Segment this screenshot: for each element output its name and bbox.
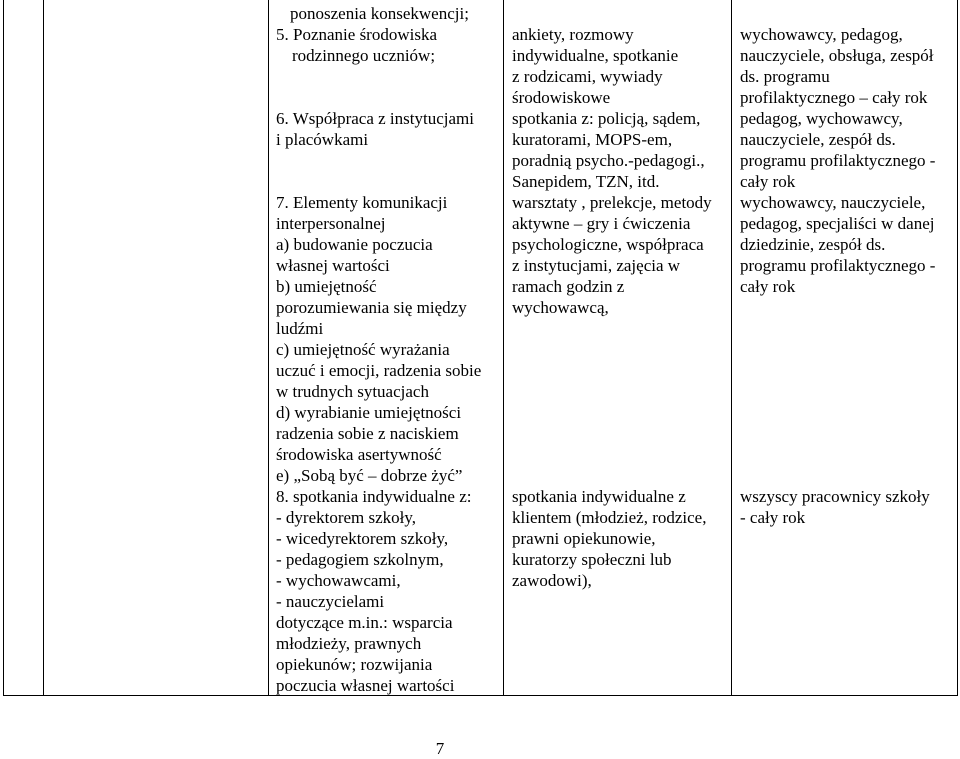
responsible-line: wszyscy pracownicy szkoły: [740, 487, 930, 506]
content-line: d) wyrabianie umiejętności: [276, 403, 462, 422]
responsible-line: cały rok: [740, 277, 796, 296]
column-divider: [43, 0, 44, 696]
methods-line: spotkania indywidualne z: [512, 487, 686, 506]
content-line: - dyrektorem szkoły,: [276, 508, 417, 527]
content-line: interpersonalnej: [276, 214, 386, 233]
column-divider: [268, 0, 269, 696]
methods-line: kuratorzy społeczni lub: [512, 550, 672, 569]
content-line: w trudnych sytuacjach: [276, 382, 429, 401]
responsible-line: wychowawcy, nauczyciele,: [740, 193, 926, 212]
content-line: młodzieży, prawnych: [276, 634, 422, 653]
content-line: 7. Elementy komunikacji: [276, 193, 448, 212]
methods-line: z instytucjami, zajęcia w: [512, 256, 681, 275]
content-line: dotyczące m.in.: wsparcia: [276, 613, 453, 632]
column-divider: [503, 0, 504, 696]
methods-line: z rodzicami, wywiady: [512, 67, 663, 86]
content-line: porozumiewania się między: [276, 298, 467, 317]
content-line: opiekunów; rozwijania: [276, 655, 433, 674]
content-line: e) „Sobą być – dobrze żyć”: [276, 466, 463, 485]
content-line: c) umiejętność wyrażania: [276, 340, 450, 359]
methods-line: warsztaty , prelekcje, metody: [512, 193, 712, 212]
responsible-line: profilaktycznego – cały rok: [740, 88, 928, 107]
methods-line: środowiskowe: [512, 88, 611, 107]
responsible-line: ds. programu: [740, 67, 830, 86]
responsible-line: pedagog, specjaliści w danej: [740, 214, 935, 233]
content-line: a) budowanie poczucia: [276, 235, 433, 254]
content-line: - nauczycielami: [276, 592, 385, 611]
content-line: - wicedyrektorem szkoły,: [276, 529, 449, 548]
content-line: uczuć i emocji, radzenia sobie: [276, 361, 482, 380]
methods-line: indywidualne, spotkanie: [512, 46, 679, 65]
responsible-line: - cały rok: [740, 508, 806, 527]
content-line: rodzinnego uczniów;: [292, 46, 436, 65]
content-line: ludźmi: [276, 319, 324, 338]
content-line: ponoszenia konsekwencji;: [290, 4, 469, 23]
responsible-line: wychowawcy, pedagog,: [740, 25, 903, 44]
content-line: i placówkami: [276, 130, 369, 149]
content-line: środowiska asertywność: [276, 445, 442, 464]
content-line: radzenia sobie z naciskiem: [276, 424, 459, 443]
methods-line: spotkania z: policją, sądem,: [512, 109, 701, 128]
responsible-line: pedagog, wychowawcy,: [740, 109, 903, 128]
content-line: - wychowawcami,: [276, 571, 401, 590]
responsible-line: nauczyciele, zespół ds.: [740, 130, 896, 149]
column-divider: [731, 0, 732, 696]
methods-line: Sanepidem, TZN, itd.: [512, 172, 660, 191]
content-line: poczucia własnej wartości: [276, 676, 455, 695]
methods-line: wychowawcą,: [512, 298, 609, 317]
methods-line: zawodowi),: [512, 571, 592, 590]
content-line: 5. Poznanie środowiska: [276, 25, 438, 44]
content-line: własnej wartości: [276, 256, 390, 275]
responsible-line: nauczyciele, obsługa, zespół: [740, 46, 934, 65]
methods-line: poradnią psycho.-pedagogi.,: [512, 151, 705, 170]
methods-line: psychologiczne, współpraca: [512, 235, 704, 254]
methods-line: prawni opiekunowie,: [512, 529, 656, 548]
methods-line: ramach godzin z: [512, 277, 625, 296]
responsible-line: programu profilaktycznego -: [740, 256, 936, 275]
content-line: b) umiejętność: [276, 277, 377, 296]
methods-line: aktywne – gry i ćwiczenia: [512, 214, 691, 233]
column-divider: [957, 0, 958, 696]
table-bottom-border: [3, 695, 958, 696]
methods-line: klientem (młodzież, rodzice,: [512, 508, 707, 527]
responsible-line: cały rok: [740, 172, 796, 191]
responsible-line: dziedzinie, zespół ds.: [740, 235, 886, 254]
responsible-line: programu profilaktycznego -: [740, 151, 936, 170]
content-line: 6. Współpraca z instytucjami: [276, 109, 474, 128]
content-line: - pedagogiem szkolnym,: [276, 550, 444, 569]
content-line: 8. spotkania indywidualne z:: [276, 487, 472, 506]
page-number: 7: [435, 739, 445, 758]
methods-line: kuratorami, MOPS-em,: [512, 130, 673, 149]
column-divider: [3, 0, 4, 696]
methods-line: ankiety, rozmowy: [512, 25, 634, 44]
